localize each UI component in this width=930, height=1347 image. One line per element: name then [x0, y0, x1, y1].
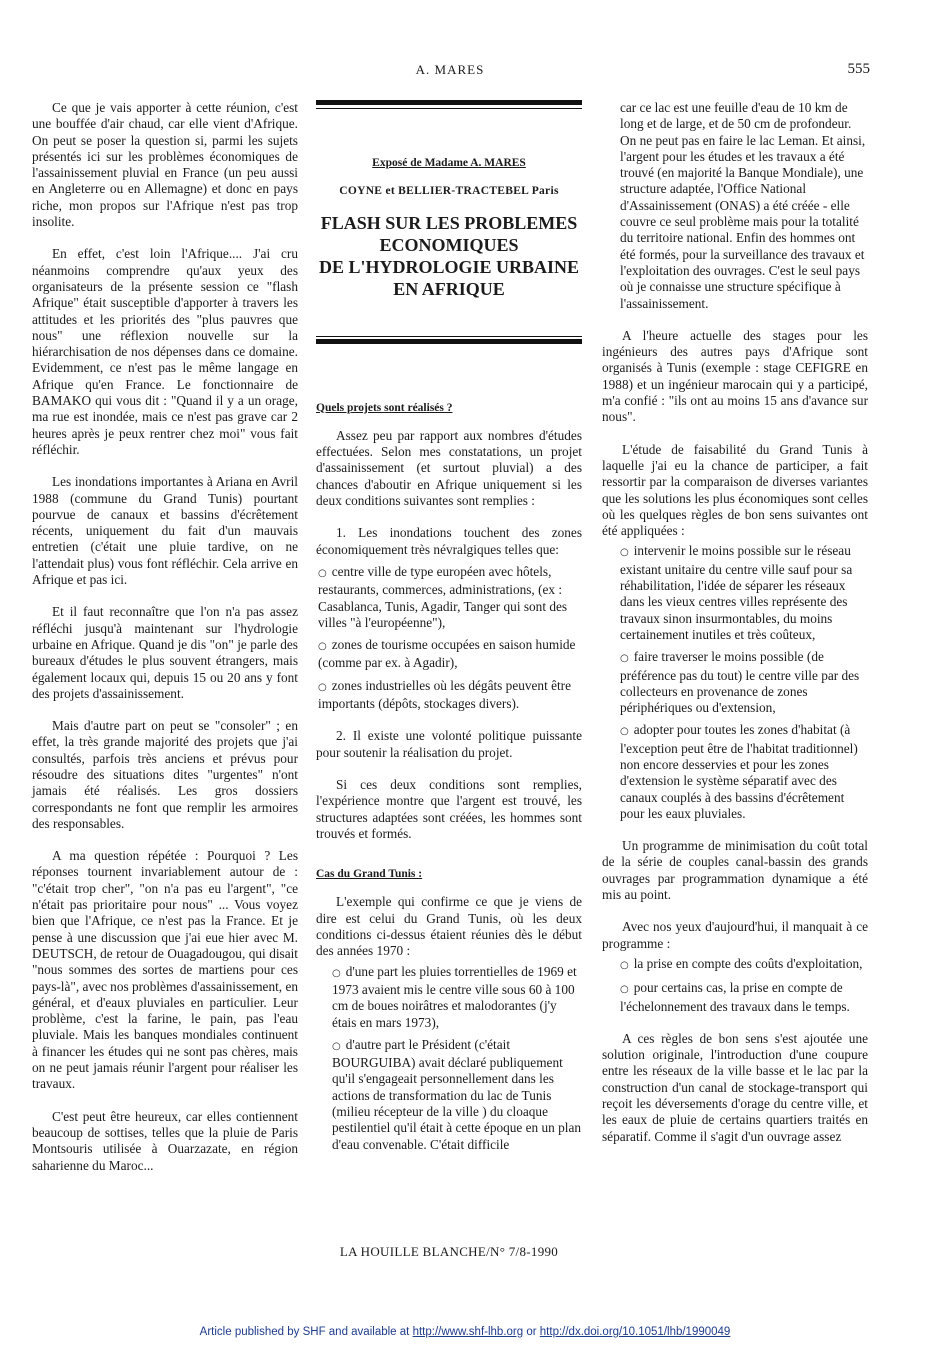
list-item	[316, 564, 582, 631]
list-item	[602, 649, 868, 716]
paragraph: car ce lac est une feuille d'eau de 10 km de long et de large, et de 50 cm de profondeur. On ne peut pas en faire le lac Leman. Et ainsi, l'argent pour les études et les travaux a été trouvé (en majorité la Banque Mondiale), une structure adaptée, l'Office National d'Assainissement (ONAS) a été créée - elle couvre ce seul problème mais pour la totalité du territoire national. Enfin des hommes ont été formés, pour la surveillance des travaux et l'exploitation des ouvrages. C'est le seul pays où je connaisse une structure spécifique à l'assainissement.	[620, 100, 866, 311]
section-heading: Cas du Grand Tunis :	[316, 868, 423, 881]
circle-bullet-icon: ○	[318, 641, 327, 653]
title-rule-bottom-thick	[316, 339, 582, 344]
paragraph: Ce que je vais apporter à cette réunion, c'est une bouffée d'air chaud, car elle vient d'Afrique. On peut se poser la question si, parmi les sujets présentés ici sur les problèmes économiques de l'assainissement pluvial en France (un peu aussi en Angleterre ou en Allemagne) et donc en pays riche, mon propos sur l'Afrique n'est pas trop insolite.	[32, 100, 298, 230]
title-line: ECONOMIQUES	[379, 234, 519, 255]
title-line: EN AFRIQUE	[393, 278, 505, 299]
paragraph: En effet, c'est loin l'Afrique.... J'ai cru néanmoins comprendre qu'aux yeux des organisateurs de la présente session ce "flash Afrique" était susceptible d'apporter à travers les attitudes et les priorités des "plus pauvres que nous" une réflexion nouvelle sur la hiérarchisation de nos dépenses dans ce domaine. Evidemment, ce n'est pas le même langage en Afrique qu'en France. Le fonctionnaire de BAMAKO qui vous dit : "Quand il y a un orage, ma rue est inondée, mais ce n'est pas grave car 2 heures après je peux rentrer chez moi" vous fait réfléchir.	[32, 246, 298, 457]
paragraph: C'est peut être heureux, car elles contiennent beaucoup de sottises, telles que la pluie de Paris Montsouris utilisée à Ouarzazate, en région saharienne du Maroc...	[32, 1108, 298, 1173]
list-item-text: pour certains cas, la prise en compte de l'échelonnement des travaux dans le temps.	[620, 980, 850, 1014]
list-item-text: d'une part les pluies torrentielles de 1969 et 1973 avaient mis le centre ville sous 60 à 100 cm de boues noirâtres et malodorantes (j'y étais en mars 1973),	[332, 963, 577, 1030]
shf-link[interactable]: http://www.shf-lhb.org	[412, 1326, 524, 1338]
list-item-text: centre ville de type européen avec hôtels, restaurants, commerces, administrations, (ex : Casablanca, Tunis, Agadir, Tanger qui sont des villes "à l'européenne"),	[318, 563, 568, 630]
list-item	[316, 1037, 582, 1153]
paragraph: A l'heure actuelle des stages pour les ingénieurs des autres pays d'Afrique sont organisés à Tunis (exemple : stage CEFIGRE en 1988) et un ingénieur marocain qui y a participé, m'a confié : "ils ont au moins 15 ans d'avance sur nous".	[602, 327, 868, 425]
paragraph: Assez peu par rapport aux nombres d'études effectuées. Selon mes constatations, un projet d'assainissement (et surtout pluvial) a des chances d'aboutir en Afrique uniquement si les deux conditions suivantes sont remplies :	[316, 427, 582, 509]
column-middle	[316, 100, 582, 1159]
publication-notice	[0, 1326, 930, 1338]
journal-footer: LA HOUILLE BLANCHE/N° 7/8-1990	[339, 1244, 559, 1259]
section-heading: Quels projets sont réalisés ?	[316, 401, 453, 414]
running-head: A. MARES	[415, 62, 485, 77]
paragraph: Avec nos yeux d'aujourd'hui, il manquait à ce programme :	[602, 919, 868, 951]
title-rule-bottom-thin	[316, 336, 582, 337]
paragraph: 2. Il existe une volonté politique puissante pour soutenir la réalisation du projet.	[316, 728, 582, 760]
paragraph: Un programme de minimisation du coût total de la série de couples canal-bassin des grands ouvrages par programmation dynamique a été mis au point.	[602, 838, 868, 903]
list-item	[316, 678, 582, 713]
publication-text: Article published by SHF and available at	[199, 1326, 410, 1338]
circle-bullet-icon: ○	[620, 959, 629, 971]
list-item	[316, 637, 582, 672]
paragraph: A ces règles de bon sens s'est ajoutée une solution originale, l'introduction d'une coupure entre les réseaux de la ville basse et le lac par la construction d'un canal de stockage-transport qui reçoit les déversements d'orage du centre ville, et les eaux de pluie de certains quartiers traités en séparatif. Comme il s'agit d'un ouvrage assez	[602, 1030, 868, 1144]
circle-bullet-icon: ○	[318, 567, 327, 579]
list-item-text: faire traverser le moins possible (de préférence pas du tout) le centre ville par des collecteurs en provenance de zones périphériques ou d'extension,	[620, 649, 860, 716]
circle-bullet-icon: ○	[620, 726, 629, 738]
title-rule-top-thin	[316, 108, 582, 109]
list-item	[602, 722, 868, 822]
doi-link[interactable]: http://dx.doi.org/10.1051/lhb/1990049	[539, 1326, 731, 1338]
circle-bullet-icon: ○	[332, 1040, 341, 1052]
list-item	[602, 543, 868, 643]
circle-bullet-icon: ○	[620, 653, 629, 665]
paragraph: Si ces deux conditions sont remplies, l'expérience montre que l'argent est trouvé, les structures adaptées sont créées, les hommes sont trouvés et formés.	[316, 776, 582, 841]
title-rule-top	[316, 100, 582, 105]
list-item-text: la prise en compte des coûts d'exploitation,	[633, 955, 863, 971]
link-separator: or	[526, 1326, 537, 1338]
affiliation: COYNE et BELLIER-TRACTEBEL Paris	[339, 185, 559, 198]
paragraph: Et il faut reconnaître que l'on n'a pas assez réfléchi jusqu'à maintenant sur l'hydrologie urbaine en Afrique. Quand je dis "on" je parle des bureaux d'études le plus souvent étrangers, mais également locaux qui, depuis 15 ou 20 ans y font des projets d'assainissement.	[32, 604, 298, 701]
article-title	[316, 212, 582, 300]
circle-bullet-icon: ○	[620, 547, 629, 559]
list-item-text: adopter pour toutes les zones d'habitat (à l'exception peut être de l'habitat traditionnel) non encore desservies et pour les zones d'extension le système séparatif avec des canaux couplés à des bassins d'écrêtement pour les eaux pluviales.	[620, 722, 858, 821]
list-item-text: d'autre part le Président (c'était BOURGUIBA) avait déclaré publiquement qu'il s'engageait personnellement dans les actions de transformation du lac de Tunis (milieu récepteur de la ville ) du cloaque pestilentiel qu'il était à cette époque en un plan d'eau convenable. C'était difficile	[332, 1036, 582, 1152]
title-line: FLASH SUR LES PROBLEMES	[320, 212, 578, 233]
paragraph: 1. Les inondations touchent des zones économiquement très névralgiques telles que:	[316, 525, 582, 557]
title-line: DE L'HYDROLOGIE URBAINE	[318, 256, 580, 277]
list-item	[316, 964, 582, 1031]
circle-bullet-icon: ○	[620, 984, 629, 996]
paragraph: A ma question répétée : Pourquoi ? Les réponses tournent invariablement autour de : "c'était trop cher", "on n'a pas eu l'argent", "ce n'était pas prioritaire pour nous" ... Vous voyez bien que l'Afrique, ce n'est pas la France. Et je pense à une discussion que j'ai eue hier avec M. DEUTSCH, de retour de Ouagadougou, qui disait "nous sommes des sortes de martiens pour ces pays-là", avec nos problèmes d'assainissement, en général, et d'eaux pluviales en particulier. Leur problème, c'est la farine, le pain, pas l'eau pluviale. Mais les banques mondiales continuent à financer les études qui ne sont pas chères, mais on ne peut jamais réunir l'argent pour réaliser les travaux.	[32, 848, 298, 1092]
list-item-text: zones industrielles où les dégâts peuvent être importants (dépôts, stockages divers).	[318, 677, 572, 712]
circle-bullet-icon: ○	[332, 967, 341, 979]
page-number: 555	[847, 61, 870, 77]
list-item	[602, 980, 868, 1015]
list-item	[602, 956, 868, 974]
column-left	[32, 100, 298, 1190]
paragraph: Les inondations importantes à Ariana en Avril 1988 (commune du Grand Tunis) pourtant pourvue de canaux et bassins d'écrêtement récents, uniquement du fait d'un mauvais entretien (c'était une pluie tardive, on ne l'attendait plus) vous font réfléchir. Cela arrive en Afrique et pas ici.	[32, 474, 298, 588]
list-item-text: intervenir le moins possible sur le réseau existant unitaire du centre ville sauf pour sa réhabilitation, l'idée de séparer les réseaux dans les vieux centres villes représente des travaux sinon insurmontables, du moins certainement inutiles et très coûteux,	[620, 543, 853, 642]
title-rule-bottom	[316, 336, 582, 344]
paragraph: L'exemple qui confirme ce que je viens de dire est celui du Grand Tunis, où les deux conditions ci-dessus étaient réunies dès le début des années 1970 :	[316, 894, 582, 959]
author-line: Exposé de Madame A. MARES	[372, 157, 526, 169]
paragraph: L'étude de faisabilité du Grand Tunis à laquelle j'ai eu la chance de participer, a fait ressortir par la comparaison de diverses variantes que les solutions les plus économiques sont celles où les quelques règles de bon sens suivantes ont été appliquées :	[602, 441, 868, 539]
circle-bullet-icon: ○	[318, 681, 327, 693]
list-item-text: zones de tourisme occupées en saison humide (comme par ex. à Agadir),	[318, 637, 576, 671]
column-right	[602, 100, 868, 1161]
paragraph: Mais d'autre part on peut se "consoler" ; en effet, la très grande majorité des projets que j'ai consultés, parfois très anciens et prévus pour résoudre des situations dites "urgentes" n'ont jamais été réalisés. Les gros dossiers correspondants ne font que remplir les armoires des responsables.	[32, 718, 298, 831]
